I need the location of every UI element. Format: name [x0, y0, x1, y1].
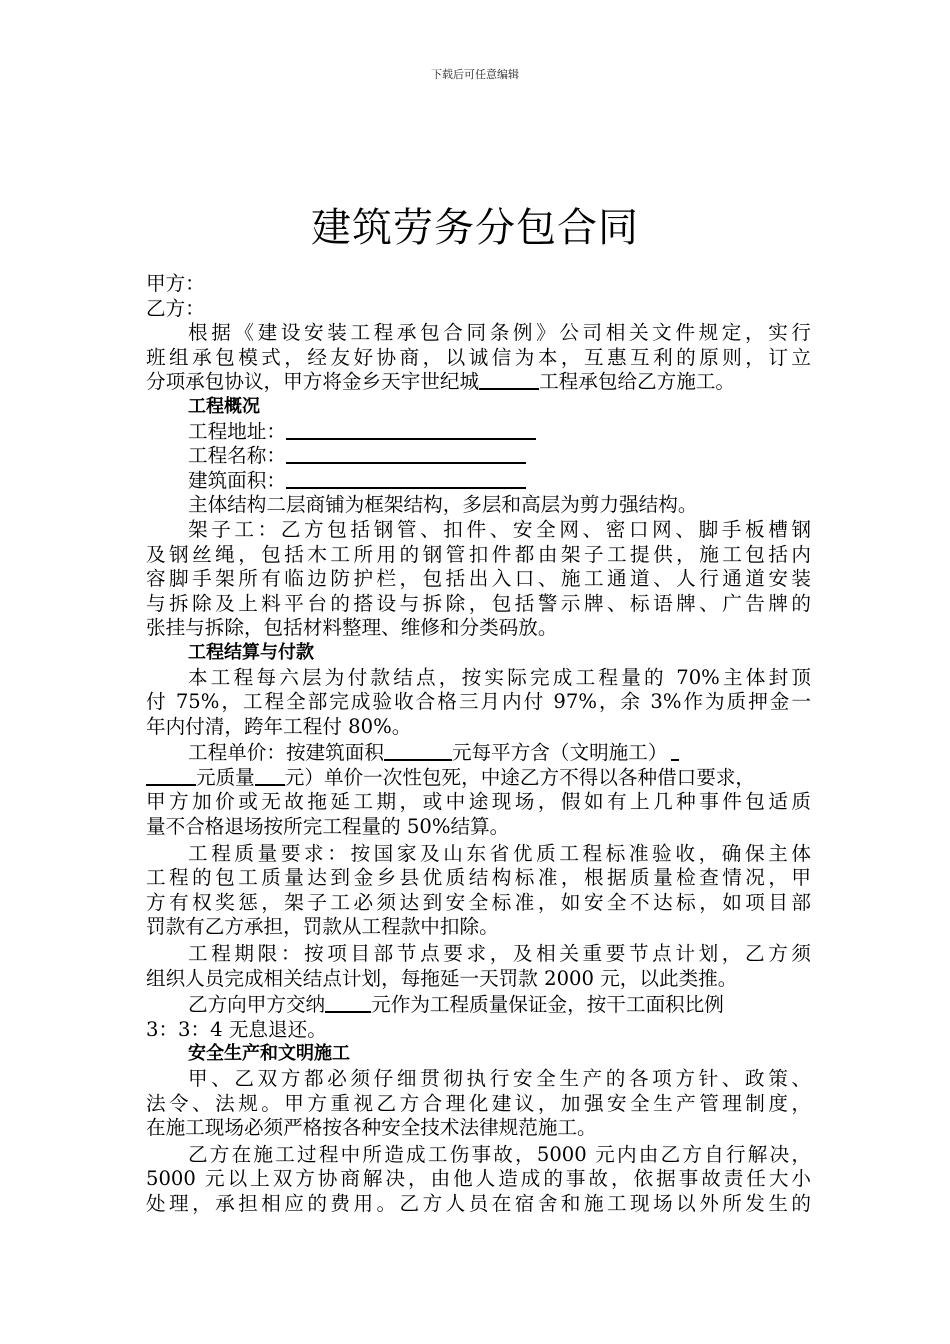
name-blank	[286, 444, 526, 464]
civil-blank-cont	[146, 766, 196, 786]
schedule-line: 工程期限：按项目部节点要求，及相关重要节点计划，乙方须	[188, 942, 811, 966]
civil-blank	[671, 741, 679, 761]
address-blank	[286, 420, 536, 440]
deposit-text: 乙方向甲方交纳	[188, 993, 326, 1017]
scaffold-line: 架子工：乙方包括钢管、扣件、安全网、密口网、脚手板槽钢	[188, 517, 811, 541]
price-line	[146, 741, 811, 766]
quality-line: 工程质量要求：按国家及山东省优质工程标准验收，确保主体	[188, 841, 811, 865]
deposit-line: 3：3：4 无息退还。	[146, 1017, 327, 1041]
quality-line: 罚款有乙方承担，罚款从工程款中扣除。	[146, 915, 499, 939]
name-row	[146, 444, 811, 469]
injury-line: 乙方在施工过程中所造成工伤事故，5000 元内由乙方自行解决，	[188, 1142, 811, 1166]
quality-line: 工程的包工质量达到金乡县优质结构标准，根据质量检查情况，甲	[146, 866, 811, 890]
area-label: 建筑面积：	[188, 468, 286, 492]
deposit-line	[146, 993, 811, 1018]
deposit-blank	[325, 993, 371, 1013]
price-blank	[384, 741, 452, 761]
name-label: 工程名称：	[188, 444, 286, 468]
document-title: 建筑劳务分包合同	[311, 205, 639, 251]
payment-line: 年内付清，跨年工程付 80%。	[146, 714, 412, 738]
intro-text: 工程承包给乙方施工。	[539, 370, 736, 394]
price-line	[146, 766, 811, 791]
section-heading-payment: 工程结算与付款	[188, 641, 314, 663]
address-row	[146, 420, 811, 445]
schedule-line: 组织人员完成相关结点计划，每拖延一天罚款 2000 元，以此类推。	[146, 966, 738, 990]
price-text: 元）单价一次性包死，中途乙方不得以各种借口要求，	[284, 765, 756, 789]
intro-line: 班组承包模式，经友好协商，以诚信为本，互惠互利的原则，订立	[146, 345, 811, 369]
structure-line: 主体结构二层商铺为框架结构，多层和高层为剪力强结构。	[188, 493, 698, 517]
address-label: 工程地址：	[188, 419, 286, 443]
quality-blank	[255, 766, 285, 786]
section-heading-overview: 工程概况	[188, 395, 260, 417]
area-blank	[286, 469, 526, 489]
section-heading-safety: 安全生产和文明施工	[188, 1043, 350, 1065]
intro-text: 分项承包协议，甲方将金乡天宇世纪城	[146, 370, 480, 394]
scaffold-line: 张挂与拆除，包括材料整理、维修和分类码放。	[146, 616, 558, 640]
header-note: 下载后可任意编辑	[431, 68, 519, 81]
intro-line: 根据《建设安装工程承包合同条例》公司相关文件规定，实行	[188, 321, 811, 345]
party-b-label: 乙方：	[146, 296, 205, 320]
injury-line: 处理，承担相应的费用。乙方人员在宿舍和施工现场以外所发生的	[146, 1191, 811, 1215]
payment-line: 本工程每六层为付款结点，按实际完成工程量的 70%主体封顶	[188, 665, 811, 689]
scaffold-line: 及钢丝绳，包括木工所用的钢管扣件都由架子工提供，施工包括内	[146, 542, 811, 566]
payment-line: 付 75%，工程全部完成验收合格三月内付 97%，余 3%作为质押金一	[146, 690, 811, 714]
quality-line: 方有权奖惩，架子工必须达到安全标准，如安全不达标，如项目部	[146, 890, 811, 914]
scaffold-line: 与拆除及上料平台的搭设与拆除，包括警示牌、标语牌、广告牌的	[146, 591, 811, 615]
price-text: 元每平方含（文明施工）	[451, 741, 668, 765]
safety-line: 法令、法规。甲方重视乙方合理化建议，加强安全生产管理制度，	[146, 1091, 811, 1115]
price-text: 元质量	[196, 765, 255, 789]
party-a-label: 甲方：	[146, 272, 205, 295]
price-line: 甲方加价或无故拖延工期，或中途现场，假如有上几种事件包适质	[146, 790, 811, 814]
contract-body	[146, 272, 811, 1217]
area-row	[146, 469, 811, 494]
safety-line: 在施工现场必须严格按各种安全技术法律规范施工。	[146, 1116, 597, 1140]
injury-line: 5000 元以上双方协商解决，由他人造成的事故，依据事故责任大小	[146, 1167, 811, 1191]
blank-line	[479, 370, 539, 390]
price-line: 量不合格退场按所完工程量的 50%结算。	[146, 815, 510, 839]
price-text: 工程单价：按建筑面积	[188, 741, 384, 765]
deposit-text: 元作为工程质量保证金，按干工面积比例	[371, 993, 724, 1017]
intro-line	[146, 370, 811, 395]
safety-line: 甲、乙双方都必须仔细贯彻执行安全生产的各项方针、政策、	[188, 1067, 811, 1090]
scaffold-line: 容脚手架所有临边防护栏，包括出入口、施工通道、人行通道安装	[146, 567, 811, 591]
